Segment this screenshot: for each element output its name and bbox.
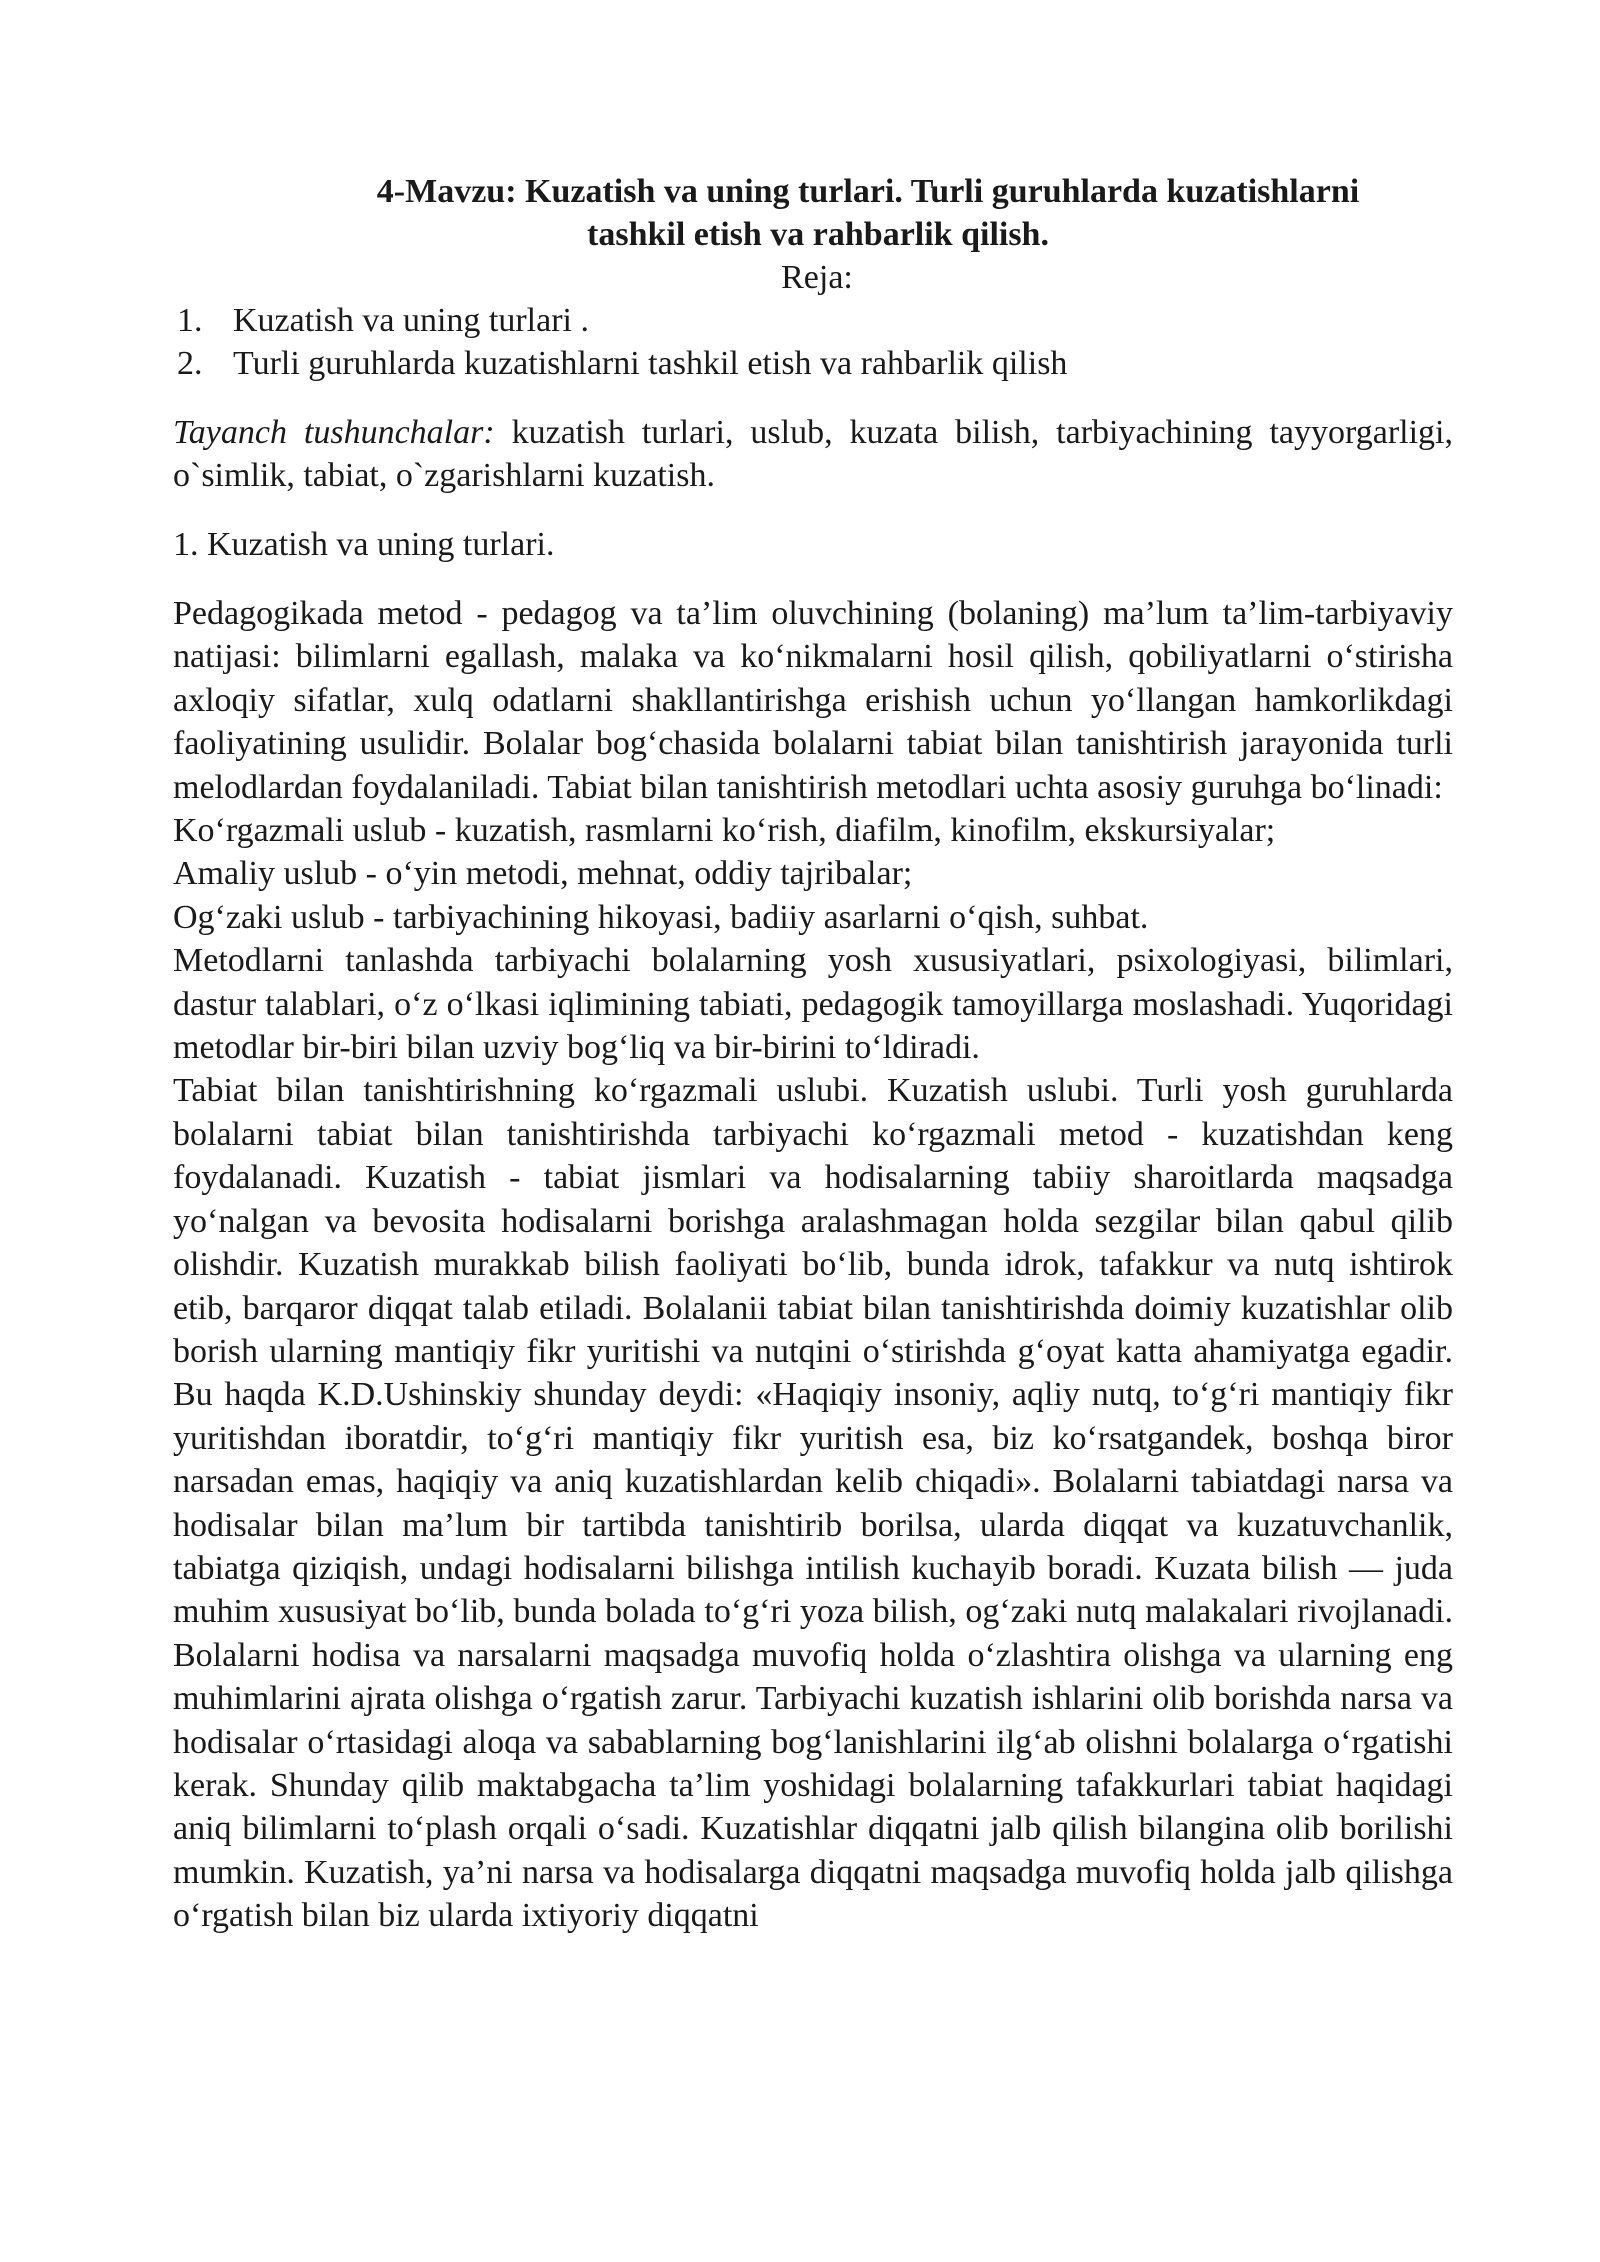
body-paragraph: Amaliy uslub - o‘yin metodi, mehnat, oddiy tajribalar; xyxy=(173,855,913,893)
body-paragraph: Tabiat bilan tanishtirishning ko‘rgazmali uslubi. Kuzatish uslubi. Turli yosh guruhlarda bolalarni tabiat bilan tanishtirishda tarbiyachi ko‘rgazmali metod - kuzatishdan keng foydalanadi. Kuzatish - tabiat jismlari va hodisalarning tabiiy sharoitlarda maqsadga yo‘nalgan va bevosita hodisalarni borishga aralashmagan holda sezgilar bilan qabul qilib olishdir. Kuzatish murakkab bilish faoliyati bo‘lib, bunda idrok, tafakkur va nutq ishtirok etib, barqaror diqqat talab etiladi. Bolalanii tabiat bilan tanishtirishda doimiy kuzatishlar olib borish ularning mantiqiy fikr yuritishi va nutqini o‘stirishda g‘oyat katta ahamiyatga egadir. Bu haqda K.D.Ushinskiy shunday deydi: «Haqiqiy insoniy, aqliy nutq, to‘g‘ri mantiqiy fikr yuritishdan iboratdir, to‘g‘ri mantiqiy fikr yuritish esa, biz ko‘rsatgandek, boshqa biror narsadan emas, haqiqiy va aniq kuzatishlardan kelib chiqadi». Bolalarni tabiatdagi narsa va hodisalar bilan ma’lum bir tartibda tanishtirib borilsa, ularda diqqat va kuzatuvchanlik, tabiatga qiziqish, undagi hodisalarni bilishga intilish kuchayib boradi. Kuzata bilish — juda muhim xususiyat bo‘lib, bunda bolada to‘g‘ri yoza bilish, og‘zaki nutq malakalari rivojlanadi. Bolalarni hodisa va narsalarni maqsadga muvofiq holda o‘zlashtira olishga va ularning eng muhimlarini ajrata olishga o‘rgatish zarur. Tarbiyachi kuzatish ishlarini olib borishda narsa va hodisalar o‘rtasidagi aloqa va sabablarning bog‘lanishlarini ilg‘ab olishni bolalarga o‘rgatishi kerak. Shunday qilib maktabgacha ta’lim yoshidagi bolalarning tafakkurlari tabiat haqidagi aniq bilimlarni to‘plash orqali o‘sadi. Kuzatishlar diqqatni jalb qilish bilangina olib borilishi mumkin. Kuzatish, ya’ni narsa va hodisalarga diqqatni maqsadga muvofiq holda jalb qilishga o‘rgatish bilan biz ularda ixtiyoriy diqqatni xyxy=(173,1072,1453,1935)
plan-item xyxy=(173,342,1453,385)
keywords-text: kuzatish turlari, uslub, kuzata bilish, tarbiyachining tayyorgarligi, o`simlik, tabiat, o`zgarishlarni kuzatish. xyxy=(173,414,1453,494)
keywords-label: Tayanch tushunchalar: xyxy=(173,414,495,451)
keywords-paragraph xyxy=(173,411,1453,497)
body-paragraph: Metodlarni tanlashda tarbiyachi bolalarning yosh xususiyatlari, psixologiyasi, bilimlari, dastur talablari, o‘z o‘lkasi iqlimining tabiati, pedagogik tamoyillarga moslashadi. Yuqoridagi metodlar bir-biri bilan uzviy bog‘liq va bir-birini to‘ldiradi. xyxy=(173,942,1453,1067)
document-title xyxy=(173,170,1453,256)
body-paragraph: Ko‘rgazmali uslub - kuzatish, rasmlarni ko‘rish, diafilm, kinofilm, ekskursiyalar; xyxy=(173,812,1276,850)
plan-item-text: Kuzatish va uning turlari . xyxy=(233,302,589,339)
plan-item-number: 2. xyxy=(177,345,203,382)
title-line-1: 4-Mavzu: Kuzatish va uning turlari. Turli guruhlarda kuzatishlarni xyxy=(376,173,1360,210)
document-page xyxy=(173,170,1453,1938)
body-paragraph: Og‘zaki uslub - tarbiyachining hikoyasi, badiiy asarlarni o‘qish, suhbat. xyxy=(173,898,1149,936)
plan-item-number: 1. xyxy=(177,302,203,339)
plan-item xyxy=(173,299,1453,342)
plan-item-text: Turli guruhlarda kuzatishlarni tashkil etish va rahbarlik qilish xyxy=(233,345,1068,382)
body-text xyxy=(173,592,1453,1938)
title-line-2: tashkil etish va rahbarlik qilish. xyxy=(587,216,1049,253)
body-paragraph: Pedagogikada metod - pedagog va ta’lim oluvchining (bolaning) ma’lum ta’lim-tarbiyaviy natijasi: bilimlarni egallash, malaka va ko‘nikmalarni hosil qilish, qobiliyatlarni o‘stirisha axloqiy sifatlar, xulq odatlarni shakllantirishga erishish uchun yo‘llangan hamkorlikdagi faoliyatining usulidir. Bolalar bog‘chasida bolalarni tabiat bilan tanishtirish jarayonida turli melodlardan foydalaniladi. Tabiat bilan tanishtirish metodlari uchta asosiy guruhga bo‘linadi: xyxy=(173,595,1453,806)
plan-heading: Reja: xyxy=(781,259,853,296)
section-heading: 1. Kuzatish va uning turlari. xyxy=(173,526,555,563)
plan-list xyxy=(173,299,1453,385)
